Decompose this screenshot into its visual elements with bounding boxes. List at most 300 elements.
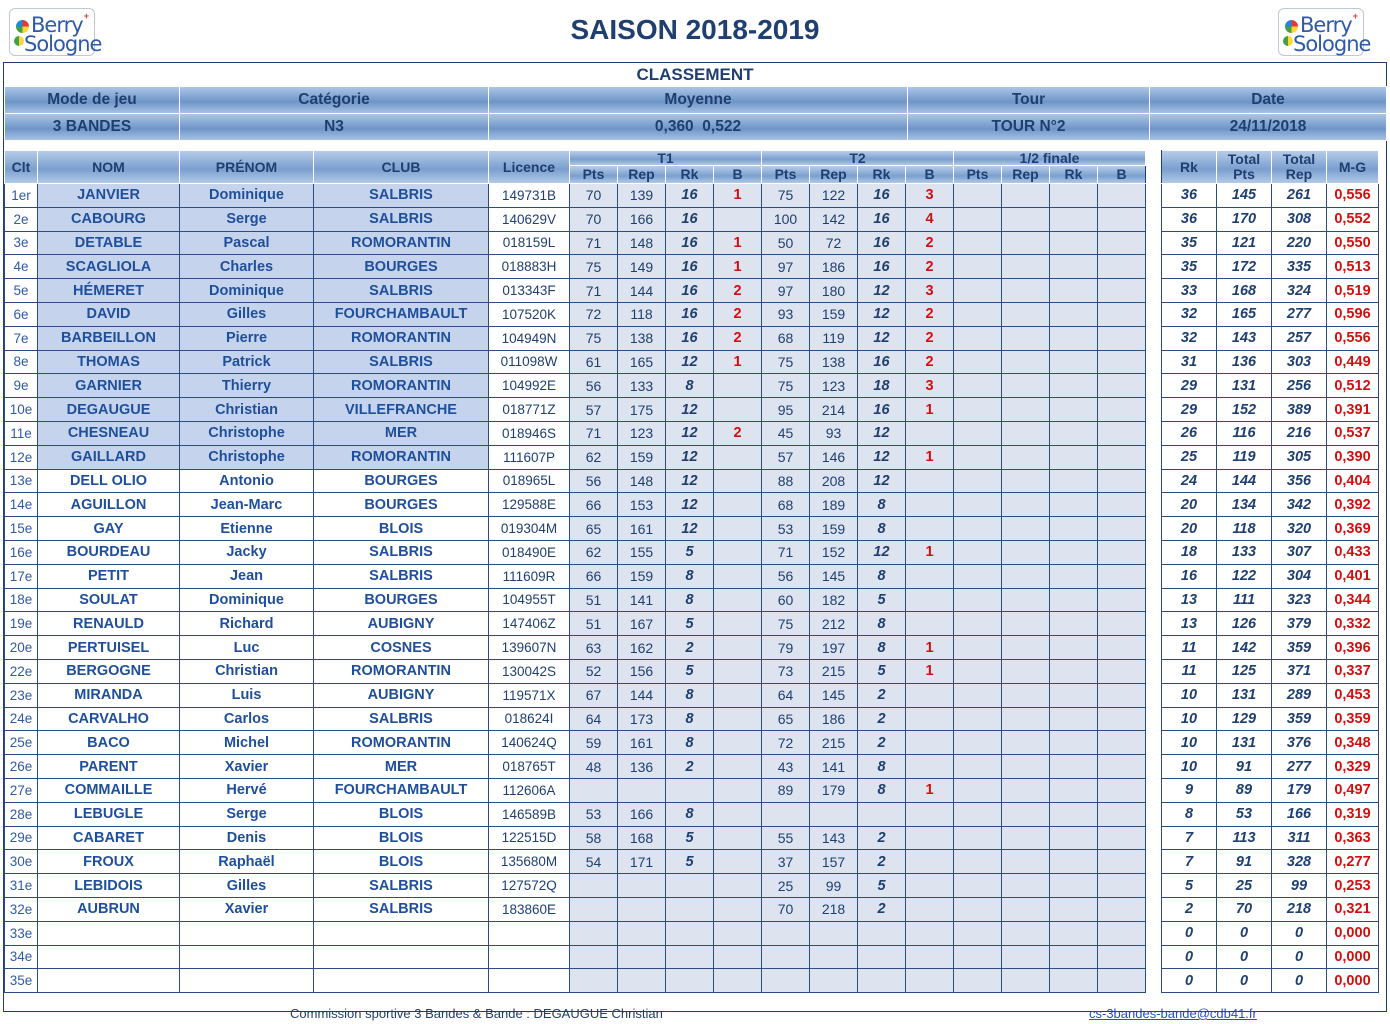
cell-t1-b: [714, 398, 762, 422]
column-spacer: [1146, 302, 1162, 326]
col-rk-total: Rk: [1162, 151, 1217, 184]
cell-t1-pts: 54: [570, 850, 618, 874]
cell-rk-total: 36: [1162, 207, 1217, 231]
cell-t2-b: 1: [906, 636, 954, 660]
cell-t1-b: [714, 207, 762, 231]
cell-licence: 149731B: [489, 184, 570, 208]
cell-t2-rk: [858, 945, 906, 969]
cell-t2-pts: 88: [762, 469, 810, 493]
table-row: [5, 636, 1379, 660]
cell-rk-total: 24: [1162, 469, 1217, 493]
cell-clt: 32e: [5, 897, 38, 921]
cell-demi-empty: [1098, 755, 1146, 779]
cell-demi-empty: [954, 445, 1002, 469]
cell-rk-total: 9: [1162, 778, 1217, 802]
cell-t2-rep: 138: [810, 350, 858, 374]
column-spacer: [1146, 588, 1162, 612]
cell-demi-empty: [1002, 778, 1050, 802]
cell-licence: 135680M: [489, 850, 570, 874]
cell-prenom: Gilles: [180, 302, 314, 326]
cell-t1-b: 1: [714, 350, 762, 374]
cell-total-pts: 126: [1217, 612, 1272, 636]
info-header-row: [4, 86, 1387, 114]
cell-t2-rep: [810, 921, 858, 945]
cell-total-pts: 111: [1217, 588, 1272, 612]
cell-demi-empty: [1098, 231, 1146, 255]
cell-licence: [489, 969, 570, 993]
column-spacer: [1146, 755, 1162, 779]
cell-prenom: Richard: [180, 612, 314, 636]
cell-total-pts: 145: [1217, 184, 1272, 208]
cell-t1-b: 2: [714, 326, 762, 350]
cell-demi-empty: [1002, 207, 1050, 231]
cell-mg: 0,363: [1327, 826, 1379, 850]
cell-nom: GARNIER: [38, 374, 180, 398]
cell-t2-rep: 186: [810, 707, 858, 731]
column-spacer: [1146, 469, 1162, 493]
column-spacer: [1146, 874, 1162, 898]
cell-demi-empty: [1002, 707, 1050, 731]
cell-t1-rep: 148: [618, 231, 666, 255]
cell-t2-b: [906, 421, 954, 445]
cell-t1-rep: 144: [618, 683, 666, 707]
cell-total-rep: 335: [1272, 255, 1327, 279]
cell-t2-pts: [762, 945, 810, 969]
cell-t1-pts: 66: [570, 564, 618, 588]
cell-mg: 0,552: [1327, 207, 1379, 231]
cell-total-rep: 307: [1272, 540, 1327, 564]
cell-club: [314, 921, 489, 945]
column-spacer: [1146, 398, 1162, 422]
column-spacer: [1146, 636, 1162, 660]
cell-demi-empty: [954, 897, 1002, 921]
cell-prenom: Pierre: [180, 326, 314, 350]
ranking-table: [4, 150, 1379, 993]
cell-total-pts: 0: [1217, 921, 1272, 945]
cell-rk-total: 10: [1162, 707, 1217, 731]
cell-demi-empty: [1050, 421, 1098, 445]
cell-t2-rep: 141: [810, 755, 858, 779]
plus-icon: +: [1352, 11, 1358, 21]
column-spacer: [1146, 350, 1162, 374]
cell-t1-rep: 153: [618, 493, 666, 517]
cell-total-pts: 0: [1217, 969, 1272, 993]
cell-t1-rep: 175: [618, 398, 666, 422]
cell-mg: 0,253: [1327, 874, 1379, 898]
cell-t2-rep: 186: [810, 255, 858, 279]
cell-t1-pts: 63: [570, 636, 618, 660]
cell-demi-empty: [954, 564, 1002, 588]
cell-total-pts: 131: [1217, 374, 1272, 398]
cell-nom: PARENT: [38, 755, 180, 779]
cell-rk-total: 5: [1162, 874, 1217, 898]
cell-t2-pts: 57: [762, 445, 810, 469]
cell-t2-rep: [810, 969, 858, 993]
cell-club: MER: [314, 421, 489, 445]
cell-rk-total: 20: [1162, 493, 1217, 517]
cell-club: [314, 969, 489, 993]
cell-t1-pts: 64: [570, 707, 618, 731]
cell-t1-b: 1: [714, 255, 762, 279]
cell-demi-empty: [1098, 398, 1146, 422]
cell-t1-rk: 16: [666, 207, 714, 231]
cell-demi-empty: [1002, 564, 1050, 588]
cell-t1-rep: 173: [618, 707, 666, 731]
cell-t2-rk: 12: [858, 326, 906, 350]
cell-t2-rep: 145: [810, 564, 858, 588]
cell-t1-rep: 149: [618, 255, 666, 279]
cell-t2-pts: 45: [762, 421, 810, 445]
cell-total-pts: 116: [1217, 421, 1272, 445]
cell-t1-rk: 12: [666, 398, 714, 422]
col-demi-rk: Rk: [1050, 166, 1098, 184]
cell-t2-pts: 71: [762, 540, 810, 564]
cell-demi-empty: [1050, 350, 1098, 374]
cell-t1-rk: [666, 969, 714, 993]
cell-total-pts: 91: [1217, 755, 1272, 779]
cell-t1-rk: [666, 778, 714, 802]
cell-t2-rk: 8: [858, 755, 906, 779]
cell-t2-b: [906, 588, 954, 612]
cell-total-pts: 143: [1217, 326, 1272, 350]
cell-demi-empty: [1050, 874, 1098, 898]
cell-demi-empty: [1098, 469, 1146, 493]
cell-rk-total: 25: [1162, 445, 1217, 469]
cell-t2-pts: 93: [762, 302, 810, 326]
cell-t1-rk: 8: [666, 802, 714, 826]
table-row: [5, 707, 1379, 731]
cell-t2-rk: 2: [858, 850, 906, 874]
cell-t1-rk: 8: [666, 707, 714, 731]
cell-demi-empty: [954, 826, 1002, 850]
col-total-pts: Total Pts: [1217, 151, 1272, 184]
cell-demi-empty: [1050, 969, 1098, 993]
cell-t1-pts: 66: [570, 493, 618, 517]
info-value-mode: 3 BANDES: [5, 114, 180, 141]
cell-demi-empty: [1050, 255, 1098, 279]
column-spacer: [1146, 540, 1162, 564]
cell-t2-rep: 197: [810, 636, 858, 660]
cell-demi-empty: [1050, 945, 1098, 969]
cell-licence: 018624I: [489, 707, 570, 731]
cell-t1-pts: [570, 945, 618, 969]
cell-nom: AGUILLON: [38, 493, 180, 517]
table-row: [5, 207, 1379, 231]
cell-t2-rk: 5: [858, 588, 906, 612]
cell-demi-empty: [954, 421, 1002, 445]
cell-t1-pts: 75: [570, 326, 618, 350]
cell-demi-empty: [1002, 231, 1050, 255]
cell-t1-b: 1: [714, 184, 762, 208]
col-t2-b: B: [906, 166, 954, 184]
cell-rk-total: 2: [1162, 897, 1217, 921]
cell-nom: SCAGLIOLA: [38, 255, 180, 279]
cell-rk-total: 7: [1162, 826, 1217, 850]
cell-demi-empty: [954, 921, 1002, 945]
cell-prenom: Xavier: [180, 897, 314, 921]
cell-demi-empty: [1050, 398, 1098, 422]
cell-nom: [38, 921, 180, 945]
cell-demi-empty: [954, 350, 1002, 374]
page-footer: [3, 1006, 1387, 1022]
cell-total-rep: 323: [1272, 588, 1327, 612]
cell-t2-pts: 64: [762, 683, 810, 707]
cell-t1-b: [714, 588, 762, 612]
cell-t1-rep: [618, 921, 666, 945]
cell-t2-rep: 99: [810, 874, 858, 898]
cell-clt: 29e: [5, 826, 38, 850]
cell-t1-b: [714, 969, 762, 993]
cell-nom: CHESNEAU: [38, 421, 180, 445]
cell-t2-b: 2: [906, 231, 954, 255]
cell-demi-empty: [1098, 683, 1146, 707]
cell-t2-pts: 37: [762, 850, 810, 874]
cell-clt: 30e: [5, 850, 38, 874]
cell-t2-rep: 122: [810, 184, 858, 208]
cell-t1-pts: 59: [570, 731, 618, 755]
cell-total-rep: 218: [1272, 897, 1327, 921]
table-row: [5, 850, 1379, 874]
cell-demi-empty: [1098, 350, 1146, 374]
cell-clt: 8e: [5, 350, 38, 374]
cell-rk-total: 35: [1162, 255, 1217, 279]
cell-total-rep: 308: [1272, 207, 1327, 231]
cell-licence: 111607P: [489, 445, 570, 469]
cell-nom: DETABLE: [38, 231, 180, 255]
cell-mg: 0,000: [1327, 969, 1379, 993]
cell-licence: 104955T: [489, 588, 570, 612]
cell-rk-total: 18: [1162, 540, 1217, 564]
cell-t2-b: [906, 969, 954, 993]
cell-t1-rk: 5: [666, 540, 714, 564]
cell-demi-empty: [1050, 755, 1098, 779]
cell-demi-empty: [954, 969, 1002, 993]
column-spacer: [1146, 564, 1162, 588]
cell-clt: 11e: [5, 421, 38, 445]
cell-demi-empty: [1098, 945, 1146, 969]
info-value-moyenne: 0,360 0,522: [489, 114, 908, 141]
cell-nom: DEGAUGUE: [38, 398, 180, 422]
cell-total-rep: 359: [1272, 636, 1327, 660]
cell-t2-pts: 60: [762, 588, 810, 612]
table-row: [5, 231, 1379, 255]
cell-t2-rk: 12: [858, 421, 906, 445]
cell-demi-empty: [954, 231, 1002, 255]
cell-t2-b: [906, 826, 954, 850]
cell-demi-empty: [1002, 279, 1050, 303]
cell-clt: 25e: [5, 731, 38, 755]
cell-rk-total: 10: [1162, 755, 1217, 779]
table-row: [5, 326, 1379, 350]
table-row: [5, 612, 1379, 636]
cell-t1-rep: 162: [618, 636, 666, 660]
cell-club: COSNES: [314, 636, 489, 660]
cell-t2-b: [906, 683, 954, 707]
cell-demi-empty: [1050, 612, 1098, 636]
column-spacer: [1146, 826, 1162, 850]
cell-t1-pts: 61: [570, 350, 618, 374]
cell-total-rep: 356: [1272, 469, 1327, 493]
cell-total-rep: 277: [1272, 302, 1327, 326]
cell-licence: 104949N: [489, 326, 570, 350]
cell-prenom: Christian: [180, 659, 314, 683]
cell-total-rep: 261: [1272, 184, 1327, 208]
cell-t1-pts: 65: [570, 517, 618, 541]
cell-t2-rk: 8: [858, 517, 906, 541]
table-row: [5, 398, 1379, 422]
cell-licence: [489, 921, 570, 945]
cell-t2-rk: 16: [858, 398, 906, 422]
cell-total-rep: 371: [1272, 659, 1327, 683]
cell-t1-b: [714, 374, 762, 398]
column-spacer: [1146, 612, 1162, 636]
column-spacer: [1146, 231, 1162, 255]
cell-prenom: Gilles: [180, 874, 314, 898]
cell-licence: 107520K: [489, 302, 570, 326]
cell-t1-rep: 138: [618, 326, 666, 350]
cell-licence: 018490E: [489, 540, 570, 564]
cell-total-pts: 121: [1217, 231, 1272, 255]
cell-demi-empty: [954, 778, 1002, 802]
cell-rk-total: 11: [1162, 659, 1217, 683]
page-header: [0, 0, 1390, 62]
cell-demi-empty: [954, 945, 1002, 969]
info-header-categorie: Catégorie: [180, 87, 489, 114]
cell-t1-rk: 8: [666, 588, 714, 612]
table-row: [5, 921, 1379, 945]
cell-rk-total: 10: [1162, 731, 1217, 755]
cell-t2-pts: 68: [762, 326, 810, 350]
cell-total-rep: 311: [1272, 826, 1327, 850]
cell-t2-rep: 145: [810, 683, 858, 707]
cell-demi-empty: [1098, 897, 1146, 921]
cell-prenom: Pascal: [180, 231, 314, 255]
cell-t2-rk: 16: [858, 207, 906, 231]
cell-t1-rk: 5: [666, 826, 714, 850]
cell-t1-pts: 56: [570, 374, 618, 398]
cell-mg: 0,596: [1327, 302, 1379, 326]
cell-demi-empty: [1002, 731, 1050, 755]
footer-email-link[interactable]: cs-3bandes-bande@cdb41.fr: [1089, 1006, 1257, 1021]
cell-total-pts: 133: [1217, 540, 1272, 564]
cell-t1-b: [714, 612, 762, 636]
column-spacer: [1146, 969, 1162, 993]
cell-rk-total: 0: [1162, 945, 1217, 969]
cell-demi-empty: [1002, 755, 1050, 779]
cell-demi-empty: [1098, 731, 1146, 755]
cell-nom: GAY: [38, 517, 180, 541]
cell-t2-b: 2: [906, 255, 954, 279]
cell-t2-pts: 72: [762, 731, 810, 755]
cell-clt: 22e: [5, 659, 38, 683]
cell-mg: 0,337: [1327, 659, 1379, 683]
cell-demi-empty: [954, 469, 1002, 493]
cell-t1-rk: 12: [666, 517, 714, 541]
cell-t2-rep: 142: [810, 207, 858, 231]
cell-nom: BACO: [38, 731, 180, 755]
cell-rk-total: 16: [1162, 564, 1217, 588]
cell-t1-pts: 56: [570, 469, 618, 493]
cell-club: BLOIS: [314, 826, 489, 850]
cell-t2-rep: 152: [810, 540, 858, 564]
cell-demi-empty: [1098, 921, 1146, 945]
cell-t1-rep: 136: [618, 755, 666, 779]
cell-t2-b: [906, 921, 954, 945]
info-header-mode: Mode de jeu: [5, 87, 180, 114]
cell-licence: 019304M: [489, 517, 570, 541]
cell-t2-rep: 157: [810, 850, 858, 874]
cell-demi-empty: [1098, 636, 1146, 660]
cell-t1-rep: 165: [618, 350, 666, 374]
cell-t2-rk: 8: [858, 493, 906, 517]
column-spacer: [1146, 778, 1162, 802]
cell-demi-empty: [1050, 850, 1098, 874]
column-spacer: [1146, 517, 1162, 541]
cell-demi-empty: [954, 659, 1002, 683]
cell-total-rep: 324: [1272, 279, 1327, 303]
cell-club: AUBIGNY: [314, 612, 489, 636]
cell-t2-b: [906, 802, 954, 826]
cell-t1-rep: 156: [618, 659, 666, 683]
cell-t2-rk: [858, 921, 906, 945]
cell-t2-b: 1: [906, 778, 954, 802]
cell-prenom: [180, 921, 314, 945]
cell-demi-empty: [1002, 374, 1050, 398]
cell-clt: 16e: [5, 540, 38, 564]
cell-t1-b: [714, 826, 762, 850]
cell-t2-rep: 146: [810, 445, 858, 469]
cell-total-rep: 220: [1272, 231, 1327, 255]
cell-t1-rep: [618, 778, 666, 802]
cell-demi-empty: [1050, 302, 1098, 326]
cell-prenom: Etienne: [180, 517, 314, 541]
col-club: CLUB: [314, 151, 489, 184]
cell-demi-empty: [1098, 374, 1146, 398]
table-row: [5, 374, 1379, 398]
cell-t2-b: 3: [906, 184, 954, 208]
cell-total-pts: 0: [1217, 945, 1272, 969]
cell-prenom: Jean-Marc: [180, 493, 314, 517]
cell-licence: 139607N: [489, 636, 570, 660]
cell-club: BOURGES: [314, 493, 489, 517]
cell-t1-rep: 167: [618, 612, 666, 636]
cell-t1-pts: 58: [570, 826, 618, 850]
cell-t1-b: 1: [714, 231, 762, 255]
cell-mg: 0,449: [1327, 350, 1379, 374]
col-prenom: PRÉNOM: [180, 151, 314, 184]
cell-licence: 104992E: [489, 374, 570, 398]
cell-demi-empty: [1098, 969, 1146, 993]
cell-t2-b: [906, 517, 954, 541]
cell-licence: 018765T: [489, 755, 570, 779]
cell-mg: 0,319: [1327, 802, 1379, 826]
table-row: [5, 945, 1379, 969]
cell-t1-pts: 62: [570, 540, 618, 564]
cell-nom: THOMAS: [38, 350, 180, 374]
cell-demi-empty: [954, 540, 1002, 564]
cell-demi-empty: [1050, 564, 1098, 588]
cell-prenom: Carlos: [180, 707, 314, 731]
cell-clt: 20e: [5, 636, 38, 660]
cell-t2-rk: 2: [858, 683, 906, 707]
cell-demi-empty: [1098, 707, 1146, 731]
cell-clt: 14e: [5, 493, 38, 517]
info-values-row: [4, 113, 1387, 141]
cell-t2-b: [906, 945, 954, 969]
cell-nom: HÉMERET: [38, 279, 180, 303]
cell-nom: PERTUISEL: [38, 636, 180, 660]
cell-mg: 0,512: [1327, 374, 1379, 398]
